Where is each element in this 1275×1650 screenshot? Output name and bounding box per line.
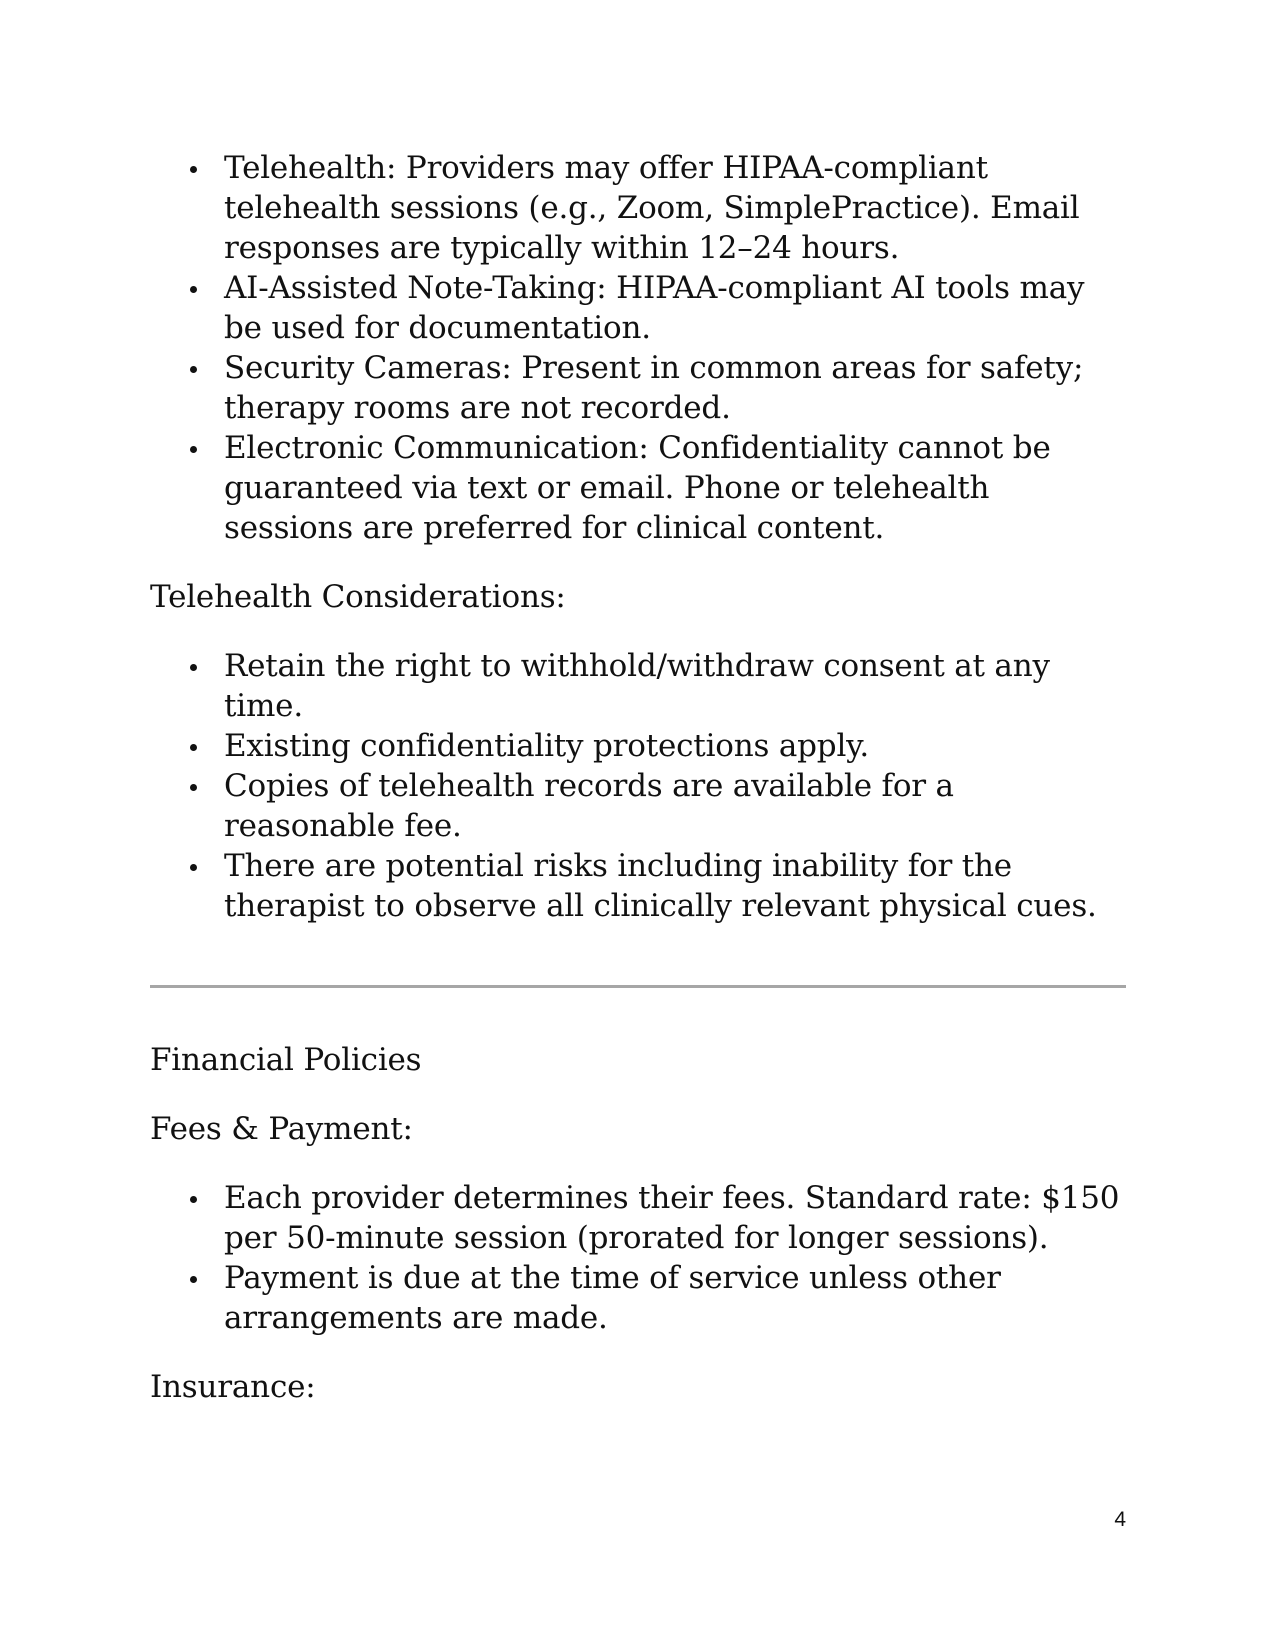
bullet-icon — [190, 864, 197, 871]
list-item-text: Electronic Communication: Confidentiality cannot be guaranteed via text or email. Phone or telehealth sessions are preferred for clinical content. — [224, 430, 1051, 546]
fees-list — [150, 1178, 1126, 1338]
technology-list — [150, 148, 1126, 548]
list-item — [150, 1178, 1126, 1258]
telehealth-considerations-heading: Telehealth Considerations: — [150, 579, 566, 615]
telehealth-list — [150, 646, 1126, 926]
list-item — [150, 428, 1126, 548]
list-item — [150, 1258, 1126, 1338]
bullet-icon — [190, 366, 197, 373]
list-item — [150, 646, 1126, 726]
financial-policies-heading: Financial Policies — [150, 1042, 422, 1078]
list-item — [150, 268, 1126, 348]
list-item-text: There are potential risks including inability for the therapist to observe all clinically relevant physical cues. — [224, 848, 1097, 924]
list-item-text: Existing confidentiality protections apply. — [224, 728, 870, 764]
list-item — [150, 846, 1126, 926]
list-item-text: Each provider determines their fees. Standard rate: $150 per 50-minute session (prorated for longer sessions). — [224, 1180, 1120, 1256]
bullet-icon — [190, 744, 197, 751]
page-content — [150, 148, 1126, 1407]
bullet-icon — [190, 166, 197, 173]
list-item-text: AI-Assisted Note-Taking: HIPAA-compliant AI tools may be used for documentation. — [224, 270, 1085, 346]
bullet-icon — [190, 286, 197, 293]
insurance-heading: Insurance: — [150, 1369, 316, 1405]
list-item-text: Payment is due at the time of service unless other arrangements are made. — [224, 1260, 1001, 1336]
list-item-text: Security Cameras: Present in common areas for safety; therapy rooms are not recorded. — [224, 350, 1084, 426]
bullet-icon — [190, 446, 197, 453]
list-item — [150, 766, 1126, 846]
list-item — [150, 726, 1126, 766]
list-item-text: Copies of telehealth records are available for a reasonable fee. — [224, 768, 954, 844]
fees-payment-heading: Fees & Payment: — [150, 1111, 413, 1147]
list-item-text: Retain the right to withhold/withdraw consent at any time. — [224, 648, 1050, 724]
list-item-text: Telehealth: Providers may offer HIPAA-compliant telehealth sessions (e.g., Zoom, SimplePractice). Email responses are typically within 12–24 hours. — [224, 150, 1080, 266]
bullet-icon — [190, 1196, 197, 1203]
page-number: 4 — [1114, 1508, 1126, 1531]
list-item — [150, 148, 1126, 268]
list-item — [150, 348, 1126, 428]
bullet-icon — [190, 664, 197, 671]
bullet-icon — [190, 1276, 197, 1283]
bullet-icon — [190, 784, 197, 791]
